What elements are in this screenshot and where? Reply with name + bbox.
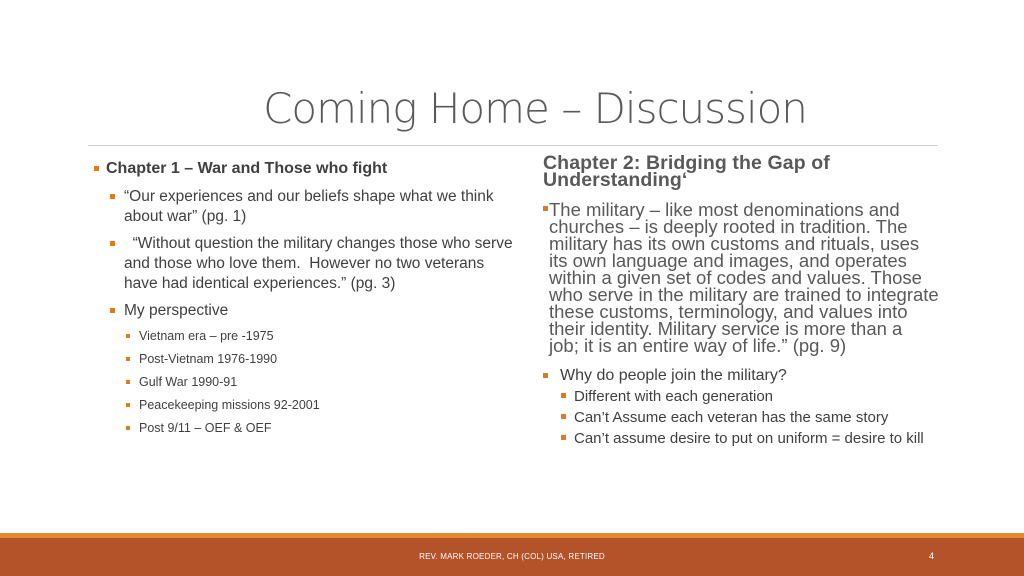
square-bullet-icon xyxy=(126,380,130,384)
perspective-item xyxy=(126,374,514,390)
list-item-text: Can’t assume desire to put on uniform = desire to kill xyxy=(574,430,924,447)
perspective-item-text: Peacekeeping missions 92-2001 xyxy=(139,398,320,412)
square-bullet-icon xyxy=(110,308,115,313)
quote-line: churches – is deeply rooted in tradition. The xyxy=(549,216,908,237)
list-item-text: “Our experiences and our beliefs shape what we think about war” (pg. 1) xyxy=(124,188,494,225)
perspective-item-text: Vietnam era – pre -1975 xyxy=(139,329,274,343)
chapter-2-heading-line: Chapter 2: Bridging the Gap of xyxy=(543,152,830,174)
list-item xyxy=(110,234,517,294)
perspective-item xyxy=(126,420,514,436)
perspective-item xyxy=(126,328,514,344)
quote-line: these customs, terminology, and values into xyxy=(549,301,908,322)
list-item xyxy=(561,407,988,428)
list-item-text: Different with each generation xyxy=(574,388,774,405)
chapter-2-heading xyxy=(543,152,988,191)
page-number: 4 xyxy=(928,551,934,561)
quote-line: The military – like most denominations and xyxy=(549,199,900,220)
perspective-item xyxy=(126,397,514,413)
square-bullet-icon xyxy=(126,426,130,430)
square-bullet-icon xyxy=(110,241,115,246)
perspective-item-text: Gulf War 1990-91 xyxy=(139,375,238,389)
list-item xyxy=(561,428,988,449)
square-bullet-icon xyxy=(561,435,566,440)
chapter-1-heading-text: Chapter 1 – War and Those who fight xyxy=(106,160,388,177)
square-bullet-icon xyxy=(126,334,130,338)
quote-line: job; it is an entire way of life.” (pg. 9) xyxy=(549,335,847,356)
square-bullet-icon xyxy=(126,357,130,361)
perspective-item-text: Post 9/11 – OEF & OEF xyxy=(139,421,272,435)
quote-line: military has its own customs and rituals, uses xyxy=(549,233,920,254)
footer-band xyxy=(0,538,1024,576)
title-divider xyxy=(88,145,938,146)
right-content xyxy=(543,152,988,449)
list-item xyxy=(110,301,514,321)
square-bullet-icon xyxy=(126,403,130,407)
square-bullet-icon xyxy=(543,206,548,211)
quote-line: who serve in the military are trained to integrate xyxy=(549,284,939,305)
chapter-2-heading-line: Understanding‘ xyxy=(543,169,688,191)
perspective-item xyxy=(126,351,514,367)
perspective-item-text: Post-Vietnam 1976-1990 xyxy=(139,352,278,366)
list-item xyxy=(561,386,988,407)
square-bullet-icon xyxy=(561,393,566,398)
list-item-text: Can’t Assume each veteran has the same story xyxy=(574,409,889,426)
slide-title: Coming Home – Discussion xyxy=(263,84,807,133)
square-bullet-icon xyxy=(110,194,115,199)
square-bullet-icon xyxy=(543,373,548,378)
list-item xyxy=(110,187,514,227)
quote-paragraph xyxy=(543,201,988,354)
square-bullet-icon xyxy=(561,414,566,419)
quote-line: their identity. Military service is more than a xyxy=(549,318,903,339)
chapter-1-heading xyxy=(94,158,514,180)
list-item-text: My perspective xyxy=(124,302,229,319)
question-item xyxy=(543,366,988,386)
list-item-text: “Without question the military changes those who serve and those who love them. However no two veterans have had identical experiences.” (pg. 3) xyxy=(124,235,517,292)
square-bullet-icon xyxy=(94,166,99,171)
question-text: Why do people join the military? xyxy=(560,367,787,384)
quote-line: its own language and images, and operates xyxy=(549,250,907,271)
left-content xyxy=(94,158,517,436)
quote-line: within a given set of codes and values. Those xyxy=(549,267,922,288)
footer-text: REV. MARK ROEDER, CH (COL) USA, RETIRED xyxy=(419,552,605,561)
